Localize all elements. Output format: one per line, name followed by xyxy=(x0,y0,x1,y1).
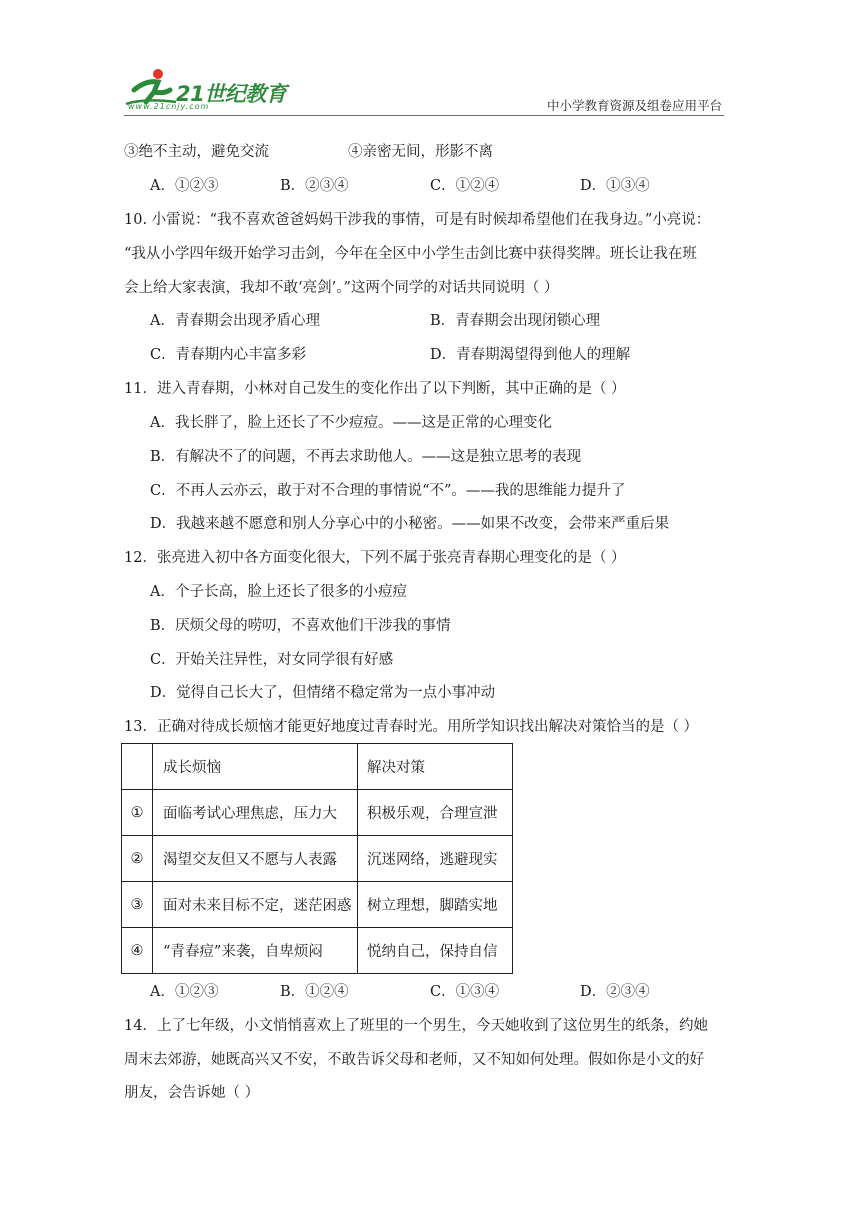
table-cell: 树立理想，脚踏实地 xyxy=(358,882,513,928)
q12-option-d: D．觉得自己长大了，但情绪不稳定常为一点小事冲动 xyxy=(150,685,496,701)
table-header-cell: 成长烦恼 xyxy=(153,744,358,790)
q11-option-b: B．有解决不了的问题，不再去求助他人。——这是独立思考的表现 xyxy=(150,449,582,465)
q9-option-c: C．①②④ xyxy=(430,178,500,194)
table-cell: ④ xyxy=(122,928,153,974)
q10-stem-line-3: 会上给大家表演，我却不敢‘亮剑’。”这两个同学的对话共同说明（ ） xyxy=(124,280,559,296)
q9-option-b: B．②③④ xyxy=(280,178,349,194)
q9-item-4: ④亲密无间，形影不离 xyxy=(348,144,493,160)
q13-table xyxy=(121,743,513,974)
q14-stem-line-1: 14．上了七年级，小文悄悄喜欢上了班里的一个男生，今天她收到了这位男生的纸条，约她 xyxy=(124,1018,708,1034)
logo-text: 21世纪教育 xyxy=(176,82,287,106)
table-cell: ③ xyxy=(122,882,153,928)
q14-stem-line-3: 朋友，会告诉她（ ） xyxy=(124,1085,260,1101)
table-row xyxy=(122,928,513,974)
table-header-cell: 解决对策 xyxy=(358,744,513,790)
page-header xyxy=(0,0,860,120)
q9-option-a: A．①②③ xyxy=(150,178,219,194)
table-row xyxy=(122,790,513,836)
header-divider xyxy=(124,115,724,116)
table-cell: 面对未来目标不定，迷茫困惑 xyxy=(153,882,358,928)
q11-option-c: C．不再人云亦云，敢于对不合理的事情说“不”。——我的思维能力提升了 xyxy=(150,483,626,499)
q13-option-b: B．①②④ xyxy=(280,984,349,1000)
q12-option-c: C．开始关注异性，对女同学很有好感 xyxy=(150,652,394,668)
q10-option-a: A．青春期会出现矛盾心理 xyxy=(150,313,320,329)
q13-option-a: A．①②③ xyxy=(150,984,219,1000)
q12-option-a: A．个子长高，脸上还长了很多的小痘痘 xyxy=(150,584,407,600)
q9-item-3: ③绝不主动，避免交流 xyxy=(124,144,269,160)
q13-option-d: D．②③④ xyxy=(580,984,650,1000)
q11-option-d: D．我越来越不愿意和别人分享心中的小秘密。——如果不改变，会带来严重后果 xyxy=(150,516,670,532)
table-cell: ① xyxy=(122,790,153,836)
table-header-row xyxy=(122,744,513,790)
q11-stem: 11．进入青春期，小林对自己发生的变化作出了以下判断，其中正确的是（ ） xyxy=(124,381,626,397)
table-cell: “青春痘”来袭，自卑烦闷 xyxy=(153,928,358,974)
table-cell: 沉迷网络，逃避现实 xyxy=(358,836,513,882)
q11-option-a: A．我长胖了，脸上还长了不少痘痘。——这是正常的心理变化 xyxy=(150,415,552,431)
table-cell: 悦纳自己，保持自信 xyxy=(358,928,513,974)
q10-option-c: C．青春期内心丰富多彩 xyxy=(150,347,307,363)
table-row xyxy=(122,836,513,882)
q10-option-d: D．青春期渴望得到他人的理解 xyxy=(430,347,631,363)
q10-option-b: B．青春期会出现闭锁心理 xyxy=(430,313,601,329)
table-row xyxy=(122,882,513,928)
table-cell: 面临考试心理焦虑，压力大 xyxy=(153,790,358,836)
q13-option-c: C．①③④ xyxy=(430,984,500,1000)
site-logo[interactable] xyxy=(124,68,294,114)
logo-url: www.21cnjy.com xyxy=(128,102,210,111)
q10-stem-line-1: 10. 小雷说：“我不喜欢爸爸妈妈干涉我的事情，可是有时候却希望他们在我身边。”小亮说： xyxy=(124,212,711,228)
table-cell: ② xyxy=(122,836,153,882)
table-cell: 积极乐观，合理宣泄 xyxy=(358,790,513,836)
table-header-cell xyxy=(122,744,153,790)
q13-stem: 13．正确对待成长烦恼才能更好地度过青春时光。用所学知识找出解决对策恰当的是（ ） xyxy=(124,719,699,735)
q10-stem-line-2: “我从小学四年级开始学习击剑，今年在全区中小学生击剑比赛中获得奖牌。班长让我在班 xyxy=(124,246,697,262)
platform-name: 中小学教育资源及组卷应用平台 xyxy=(546,98,722,113)
q12-stem: 12．张亮进入初中各方面变化很大，下列不属于张亮青春期心理变化的是（ ） xyxy=(124,550,626,566)
table-cell: 渴望交友但又不愿与人表露 xyxy=(153,836,358,882)
q9-option-d: D．①③④ xyxy=(580,178,650,194)
q14-stem-line-2: 周末去郊游，她既高兴又不安，不敢告诉父母和老师，又不知如何处理。假如你是小文的好 xyxy=(124,1052,704,1068)
q12-option-b: B．厌烦父母的唠叨，不喜欢他们干涉我的事情 xyxy=(150,618,451,634)
